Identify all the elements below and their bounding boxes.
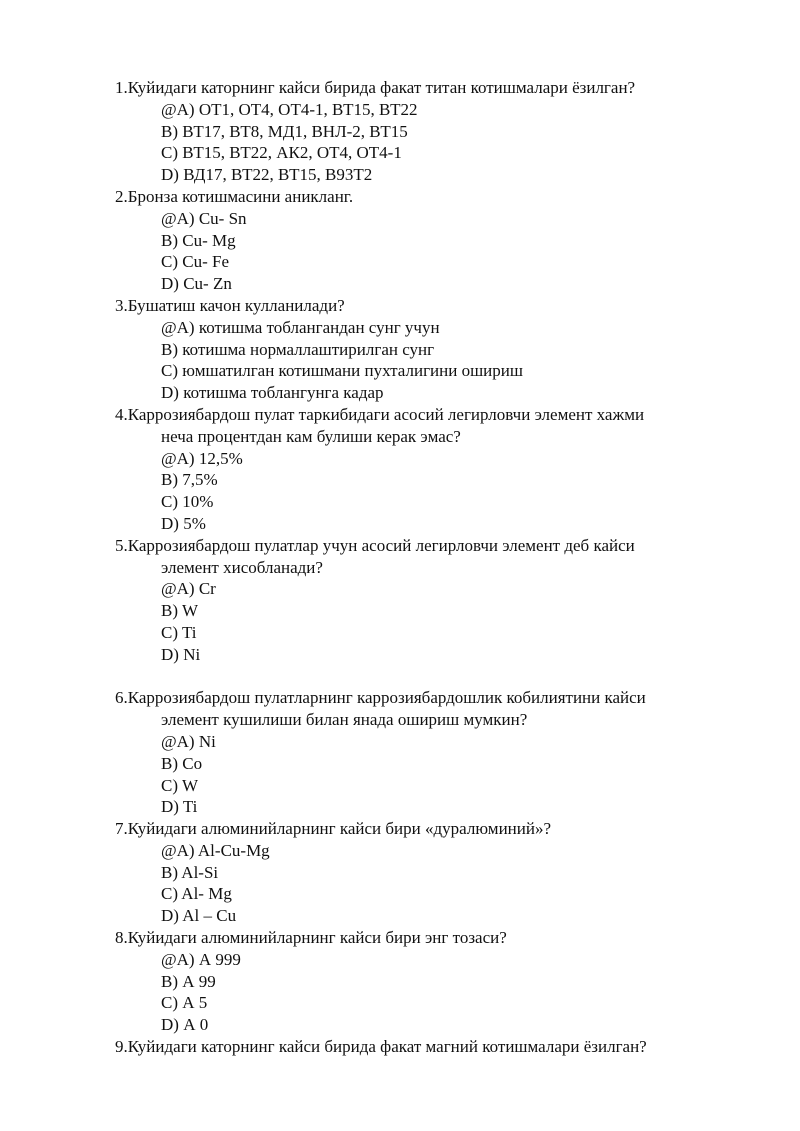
question-text: 6.Каррозиябардош пулатларнинг каррозиябардошлик кобилиятини кайси bbox=[115, 688, 646, 708]
answer-option: D) котишма тоблангунга кадар bbox=[161, 383, 384, 403]
answer-option: B) Al-Si bbox=[161, 862, 219, 882]
blank-line bbox=[115, 666, 715, 688]
answer-option: D) Ni bbox=[161, 644, 201, 664]
answer-option: @A) ОТ1, ОТ4, ОТ4-1, ВТ15, ВТ22 bbox=[161, 99, 418, 119]
answer-option: C) 10% bbox=[161, 492, 214, 512]
answer-option: C) А 5 bbox=[161, 993, 208, 1013]
question-block bbox=[115, 818, 715, 927]
answer-option: D) А 0 bbox=[161, 1015, 209, 1035]
answer-option: B) котишма нормаллаштирилган сунг bbox=[161, 339, 435, 359]
question-text-continuation: элемент хисобланади? bbox=[161, 557, 323, 577]
answer-option: @A) Cu- Sn bbox=[161, 208, 247, 228]
question-text: 9.Куйидаги каторнинг кайси бирида факат магний котишмалари ёзилган? bbox=[115, 1037, 647, 1057]
question-list bbox=[115, 77, 715, 1058]
answer-option: @A) котишма тоблангандан сунг учун bbox=[161, 317, 440, 337]
answer-option: B) А 99 bbox=[161, 971, 216, 991]
question-block bbox=[115, 1036, 715, 1058]
question-block bbox=[115, 186, 715, 295]
answer-option: D) ВД17, ВТ22, ВТ15, В93Т2 bbox=[161, 165, 373, 185]
question-text-continuation: неча процентдан кам булиши керак эмас? bbox=[161, 426, 461, 446]
answer-option: C) Ti bbox=[161, 622, 197, 642]
answer-option: D) Al – Cu bbox=[161, 906, 237, 926]
question-block bbox=[115, 77, 715, 186]
question-block bbox=[115, 927, 715, 1036]
question-text: 4.Каррозиябардош пулат таркибидаги асосий легирловчи элемент хажми bbox=[115, 404, 645, 424]
answer-option: B) 7,5% bbox=[161, 470, 218, 490]
answer-option: D) Ti bbox=[161, 797, 198, 817]
answer-option: B) W bbox=[161, 601, 198, 621]
answer-option: C) Al- Mg bbox=[161, 884, 232, 904]
question-text-continuation: элемент кушилиши билан янада ошириш мумкин? bbox=[161, 710, 528, 730]
answer-option: C) W bbox=[161, 775, 198, 795]
answer-option: B) ВТ17, ВТ8, МД1, ВНЛ-2, ВТ15 bbox=[161, 121, 408, 141]
answer-option: C) Cu- Fe bbox=[161, 252, 229, 272]
answer-option: D) 5% bbox=[161, 513, 206, 533]
question-text: 1.Куйидаги каторнинг кайси бирида факат титан котишмалари ёзилган? bbox=[115, 78, 636, 97]
answer-option: C) юмшатилган котишмани пухталигини ошириш bbox=[161, 361, 523, 381]
answer-option: @A) Al-Cu-Mg bbox=[161, 840, 270, 860]
question-text: 8.Куйидаги алюминийларнинг кайси бири энг тозаси? bbox=[115, 928, 507, 948]
question-block bbox=[115, 687, 715, 818]
question-block bbox=[115, 535, 715, 666]
answer-option: @A) 12,5% bbox=[161, 448, 243, 468]
answer-option: C) ВТ15, ВТ22, АК2, ОТ4, ОТ4-1 bbox=[161, 143, 402, 163]
answer-option: @A) Cr bbox=[161, 579, 216, 599]
question-text: 7.Куйидаги алюминийларнинг кайси бири «дуралюминий»? bbox=[115, 819, 551, 839]
question-text: 3.Бушатиш качон кулланилади? bbox=[115, 295, 345, 315]
answer-option: B) Co bbox=[161, 753, 203, 773]
answer-option: B) Cu- Mg bbox=[161, 230, 236, 250]
question-text: 2.Бронза котишмасини аникланг. bbox=[115, 186, 354, 206]
question-block bbox=[115, 404, 715, 535]
answer-option: D) Cu- Zn bbox=[161, 274, 232, 294]
question-text: 5.Каррозиябардош пулатлар учун асосий легирловчи элемент деб кайси bbox=[115, 535, 635, 555]
question-block bbox=[115, 295, 715, 404]
answer-option: @A) Ni bbox=[161, 731, 216, 751]
answer-option: @A) А 999 bbox=[161, 949, 241, 969]
